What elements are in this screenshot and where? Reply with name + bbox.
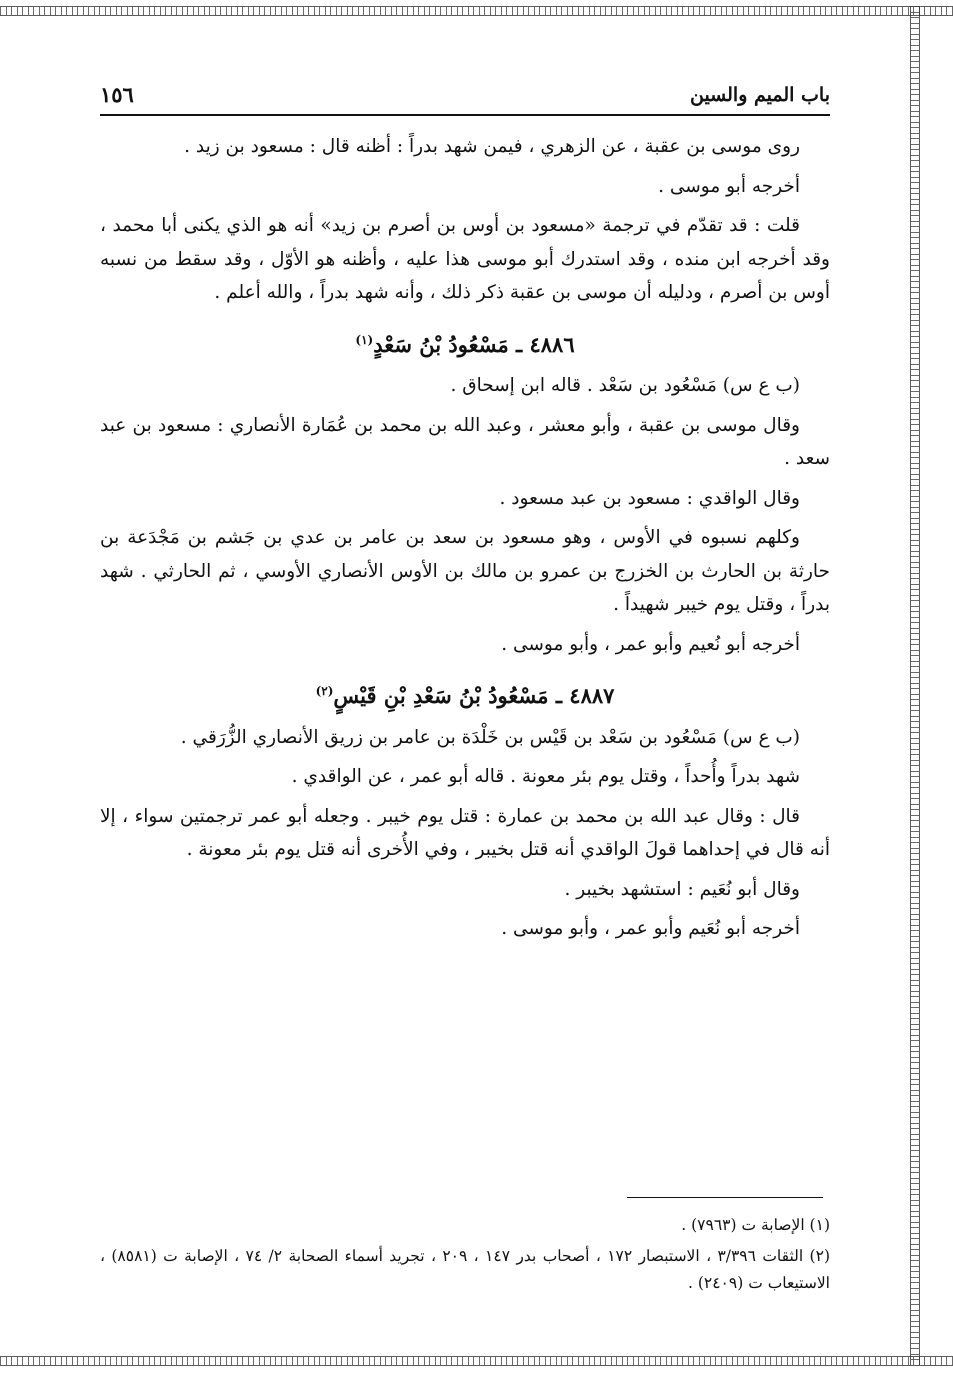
paragraph: شهد بدراً وأُحداً ، وقتل يوم بئر معونة . قاله أبو عمر ، عن الواقدي . [291, 766, 800, 787]
footnote-divider [627, 1197, 823, 1198]
paragraph: أخرجه أبو نُعَيم وأبو عمر ، وأبو موسى . [501, 918, 800, 939]
entry-heading [100, 324, 830, 362]
footnote: (١) الإصابة ت (٧٩٦٣) . [681, 1216, 830, 1234]
chapter-title: باب الميم والسين [689, 84, 830, 106]
page-border-right [910, 6, 920, 1365]
page-border-top [0, 6, 953, 16]
paragraph: قلت : قد تقدّم في ترجمة «مسعود بن أوس بن أصرم بن زيد» أنه هو الذي يكنى أبا محمد ، وقد أخرجه ابن منده ، وقد استدرك أبو موسى هذا عليه ، وأظنه هو الأوّل ، وقد سقط من نسبه أوس بن أصرم ، ودليله أن موسى بن عقبة ذكر ذلك ، وأنه شهد بدراً ، والله أعلم . [100, 215, 830, 303]
footnote: (٢) الثقات ٣/٣٩٦ ، الاستبصار ١٧٢ ، أصحاب بدر ١٤٧ ، ٢٠٩ ، تجريد أسماء الصحابة ٢/ ٧٤ ، الإصابة ت (٨٥٨١) ، الاستيعاب ت (٢٤٠٩) . [100, 1247, 830, 1292]
paragraph: أخرجه أبو موسى . [658, 175, 800, 197]
footnote-mark: (١) [355, 332, 374, 347]
paragraph: (ب ع س) مَسْعُود بن سَعْد . قاله ابن إسحاق . [450, 375, 800, 396]
entry-heading-text: ٤٨٨٧ ـ مَسْعُودُ بْنُ سَعْدِ بْنِ قَيْسٍ [333, 683, 615, 708]
footnote-mark: (٢) [315, 684, 334, 698]
paragraph: روى موسى بن عقبة ، عن الزهري ، فيمن شهد بدراً : أظنه قال : مسعود بن زيد . [184, 136, 800, 157]
paragraph: قال : وقال عبد الله بن محمد بن عمارة : قتل يوم خيبر . وجعله أبو عمر ترجمتين سواء ، إلا أنه قال في إحداهما قولَ الواقدي أنه قتل بخيبر ، وفي الأُخرى أنه قتل يوم بئر معونة . [100, 805, 830, 860]
footnotes [100, 1212, 830, 1301]
paragraph: وقال الواقدي : مسعود بن عبد مسعود . [499, 487, 800, 509]
paragraph: (ب ع س) مَسْعُود بن سَعْد بن قَيْس بن خَلْدَة بن عامر بن زريق الأنصاري الزُّرَقي . [180, 726, 800, 748]
entry-heading-text: ٤٨٨٦ ـ مَسْعُودُ بْنُ سَعْدٍ [373, 331, 575, 357]
paragraph: وقال موسى بن عقبة ، وأبو معشر ، وعبد الله بن محمد بن عُمَارة الأنصاري : مسعود بن عبد سعد . [100, 414, 830, 469]
paragraph: وكلهم نسبوه في الأوس ، وهو مسعود بن سعد بن عامر بن عدي بن جَشم بن مَجْدَعة بن حارثة بن الحارث بن الخزرج بن عمرو بن مالك بن الأوس الأنصاري الأوسي ، ثم الحارثي . شهد بدراً ، وقتل يوم خيبر شهيداً . [100, 527, 830, 615]
paragraph: وقال أبو نُعَيم : استشهد بخيبر . [564, 878, 800, 900]
page-border-bottom [0, 1356, 953, 1366]
paragraph: أخرجه أبو نُعيم وأبو عمر ، وأبو موسى . [501, 633, 800, 655]
page-body [100, 130, 830, 952]
entry-heading [100, 675, 830, 713]
page-number: ١٥٦ [100, 82, 134, 107]
running-header [100, 80, 830, 116]
